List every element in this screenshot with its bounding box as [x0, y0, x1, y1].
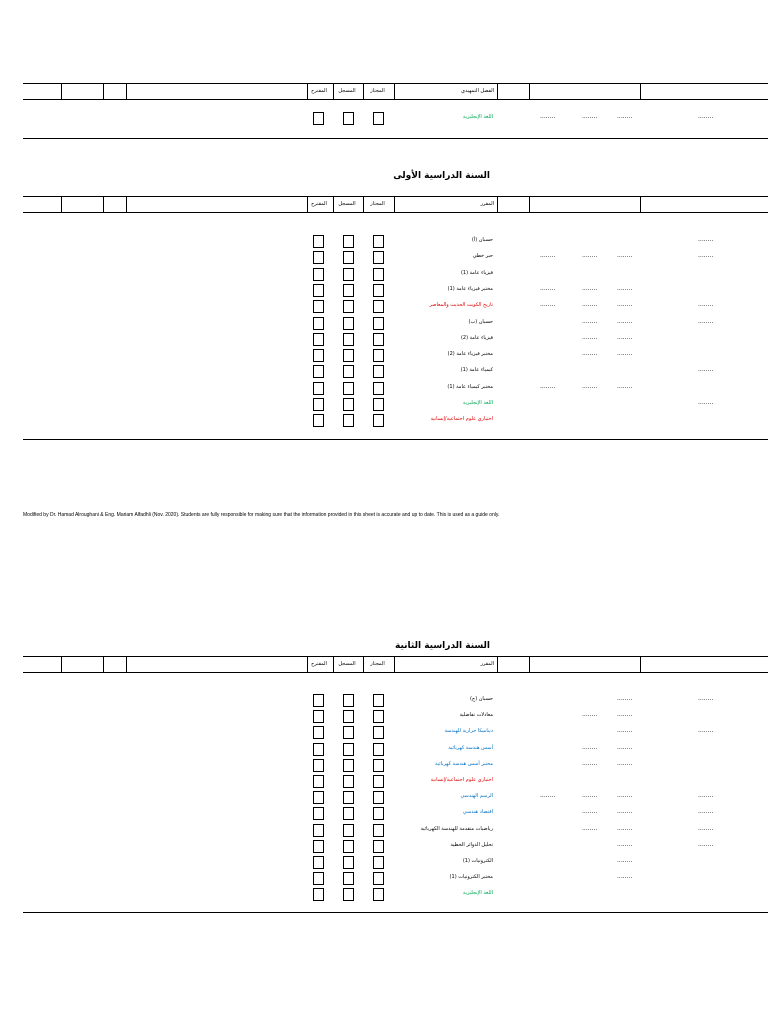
- header-suggested: المقترح: [311, 201, 327, 207]
- header-course: الفصل التمهيدي: [461, 88, 494, 94]
- prerequisite-placeholder: ........: [617, 695, 633, 702]
- checkbox-suggested[interactable]: [313, 759, 324, 772]
- checkbox-suggested[interactable]: [313, 251, 324, 264]
- column-divider: [61, 197, 62, 212]
- checkbox-suggested[interactable]: [313, 824, 324, 837]
- course-name: حسبان (ج): [470, 696, 493, 702]
- column-divider: [529, 84, 530, 99]
- prerequisite-placeholder: ........: [582, 301, 598, 309]
- column-divider: [529, 197, 530, 212]
- checkbox-passed[interactable]: [373, 284, 384, 297]
- column-divider: [497, 197, 498, 212]
- column-divider: [394, 657, 395, 672]
- checkbox-passed[interactable]: [373, 791, 384, 804]
- course-name: مختبر فيزياء عامة (2): [447, 351, 493, 358]
- course-name: فيزياء عامة (1): [460, 269, 493, 276]
- prerequisite-placeholder: ........: [698, 317, 714, 325]
- course-name: مختبر كيمياء عامة (1): [447, 383, 493, 390]
- prerequisite-placeholder: ........: [617, 840, 633, 848]
- prerequisite-placeholder: ........: [540, 284, 556, 292]
- prerequisite-placeholder: ........: [617, 711, 633, 719]
- column-divider: [497, 657, 498, 672]
- checkbox-registered[interactable]: [343, 268, 354, 281]
- prerequisite-placeholder: ........: [698, 808, 714, 816]
- checkbox-passed[interactable]: [373, 300, 384, 313]
- checkbox-suggested[interactable]: [313, 743, 324, 756]
- prerequisite-placeholder: ........: [698, 840, 714, 848]
- checkbox-passed[interactable]: [373, 251, 384, 264]
- course-name: مختبر الكترونيات (1): [449, 874, 493, 881]
- header-passed: المجتاز: [370, 661, 385, 667]
- checkbox-registered[interactable]: [343, 414, 354, 427]
- checkbox-registered[interactable]: [343, 759, 354, 772]
- course-name: الرسم الهندسي: [460, 793, 493, 800]
- header-passed: المجتاز: [370, 88, 385, 94]
- section-divider: [23, 912, 768, 913]
- header-registered: المسجل: [338, 661, 356, 667]
- checkbox-registered[interactable]: [343, 300, 354, 313]
- checkbox-registered[interactable]: [343, 824, 354, 837]
- checkbox-registered[interactable]: [343, 791, 354, 804]
- course-name: اللغة الإنجليزية: [462, 890, 493, 897]
- header-suggested: المقترح: [311, 88, 327, 94]
- course-name: أسس هندسة كهربائية: [448, 744, 493, 751]
- prerequisite-placeholder: ........: [617, 333, 633, 341]
- prerequisite-placeholder: ........: [582, 743, 598, 751]
- checkbox-suggested[interactable]: [313, 840, 324, 853]
- checkbox-suggested[interactable]: [313, 791, 324, 804]
- checkbox-suggested[interactable]: [313, 235, 324, 248]
- column-divider: [61, 84, 62, 99]
- course-name: تاريخ الكويت الحديث والمعاصر: [429, 302, 493, 309]
- checkbox-registered[interactable]: [343, 398, 354, 411]
- prerequisite-placeholder: ........: [698, 792, 714, 800]
- checkbox-suggested[interactable]: [313, 112, 324, 125]
- checkbox-passed[interactable]: [373, 743, 384, 756]
- table-header-row: [23, 83, 768, 100]
- prerequisite-placeholder: ........: [582, 711, 598, 719]
- header-course: المقرر: [480, 201, 494, 207]
- checkbox-registered[interactable]: [343, 856, 354, 869]
- prerequisite-placeholder: ........: [617, 824, 633, 832]
- prerequisite-placeholder: ........: [582, 252, 598, 260]
- prerequisite-placeholder: ........: [698, 399, 714, 406]
- checkbox-passed[interactable]: [373, 872, 384, 885]
- prerequisite-placeholder: ........: [698, 366, 714, 374]
- table-header-row: [23, 656, 768, 673]
- header-suggested: المقترح: [311, 661, 327, 667]
- table-header-row: [23, 196, 768, 213]
- header-registered: المسجل: [338, 201, 356, 207]
- column-divider: [126, 657, 127, 672]
- prerequisite-placeholder: ........: [582, 759, 598, 767]
- prerequisite-placeholder: ........: [698, 113, 714, 120]
- checkbox-passed[interactable]: [373, 840, 384, 853]
- course-name: اللغة الإنجليزية: [462, 114, 493, 120]
- prerequisite-placeholder: ........: [540, 252, 556, 260]
- section-divider: [23, 439, 768, 440]
- prerequisite-placeholder: ........: [540, 382, 556, 390]
- course-name: اقتصاد هندسي: [462, 809, 493, 816]
- checkbox-suggested[interactable]: [313, 856, 324, 869]
- checkbox-suggested[interactable]: [313, 710, 324, 723]
- column-divider: [103, 657, 104, 672]
- column-divider: [103, 197, 104, 212]
- prerequisite-placeholder: ........: [698, 301, 714, 309]
- column-divider: [640, 197, 641, 212]
- checkbox-registered[interactable]: [343, 743, 354, 756]
- checkbox-registered[interactable]: [343, 840, 354, 853]
- checkbox-passed[interactable]: [373, 268, 384, 281]
- checkbox-suggested[interactable]: [313, 888, 324, 901]
- checkbox-registered[interactable]: [343, 333, 354, 346]
- prerequisite-placeholder: ........: [582, 382, 598, 390]
- checkbox-suggested[interactable]: [313, 414, 324, 427]
- prerequisite-placeholder: ........: [698, 727, 714, 735]
- header-passed: المجتاز: [370, 201, 385, 207]
- checkbox-suggested[interactable]: [313, 317, 324, 330]
- checkbox-suggested[interactable]: [313, 872, 324, 885]
- prerequisite-placeholder: ........: [698, 695, 714, 702]
- course-name: حسبان (ب): [468, 318, 493, 325]
- prerequisite-placeholder: ........: [617, 317, 633, 325]
- checkbox-passed[interactable]: [373, 888, 384, 901]
- prerequisite-placeholder: ........: [617, 743, 633, 751]
- course-name: ديناميكا حرارية للهندسة: [444, 728, 493, 735]
- checkbox-passed[interactable]: [373, 694, 384, 707]
- checkbox-registered[interactable]: [343, 349, 354, 362]
- course-name: مختبر فيزياء عامة (1): [447, 285, 493, 292]
- course-name: تحليل الدوائر الخطية: [450, 841, 493, 848]
- course-name: فيزياء عامة (2): [460, 334, 493, 341]
- prerequisite-placeholder: ........: [617, 873, 633, 881]
- prerequisite-placeholder: ........: [582, 824, 598, 832]
- column-divider: [497, 84, 498, 99]
- checkbox-suggested[interactable]: [313, 382, 324, 395]
- checkbox-registered[interactable]: [343, 317, 354, 330]
- checkbox-registered[interactable]: [343, 365, 354, 378]
- checkbox-passed[interactable]: [373, 235, 384, 248]
- checkbox-suggested[interactable]: [313, 398, 324, 411]
- course-name: حبر خطي: [472, 253, 493, 260]
- section-divider: [23, 138, 768, 139]
- checkbox-registered[interactable]: [343, 775, 354, 788]
- checkbox-suggested[interactable]: [313, 268, 324, 281]
- checkbox-registered[interactable]: [343, 251, 354, 264]
- prerequisite-placeholder: ........: [617, 808, 633, 816]
- prerequisite-placeholder: ........: [617, 350, 633, 358]
- checkbox-registered[interactable]: [343, 112, 354, 125]
- prerequisite-placeholder: ........: [540, 113, 556, 120]
- column-divider: [103, 84, 104, 99]
- course-name: اللغة الإنجليزية: [462, 400, 493, 406]
- prerequisite-placeholder: ........: [698, 824, 714, 832]
- column-divider: [126, 84, 127, 99]
- checkbox-registered[interactable]: [343, 872, 354, 885]
- checkbox-passed[interactable]: [373, 317, 384, 330]
- prerequisite-placeholder: ........: [617, 301, 633, 309]
- course-name: رياضيات متقدمة للهندسة الكهربائية: [420, 825, 493, 832]
- column-divider: [394, 84, 395, 99]
- checkbox-suggested[interactable]: [313, 775, 324, 788]
- prerequisite-placeholder: ........: [617, 759, 633, 767]
- prerequisite-placeholder: ........: [617, 857, 633, 864]
- course-name: الكترونيات (1): [462, 858, 493, 864]
- checkbox-passed[interactable]: [373, 398, 384, 411]
- section-title: السنة الدراسية الثانية: [395, 641, 490, 651]
- prerequisite-placeholder: ........: [582, 317, 598, 325]
- checkbox-registered[interactable]: [343, 807, 354, 820]
- prerequisite-placeholder: ........: [617, 382, 633, 390]
- header-course: المقرر: [480, 661, 494, 667]
- checkbox-registered[interactable]: [343, 382, 354, 395]
- checkbox-registered[interactable]: [343, 888, 354, 901]
- prerequisite-placeholder: ........: [617, 252, 633, 260]
- prerequisite-placeholder: ........: [698, 252, 714, 260]
- checkbox-suggested[interactable]: [313, 333, 324, 346]
- checkbox-passed[interactable]: [373, 414, 384, 427]
- checkbox-passed[interactable]: [373, 349, 384, 362]
- checkbox-passed[interactable]: [373, 382, 384, 395]
- prerequisite-placeholder: ........: [617, 792, 633, 800]
- course-name: معادلات تفاضلية: [459, 712, 493, 719]
- prerequisite-placeholder: ........: [582, 284, 598, 292]
- checkbox-registered[interactable]: [343, 726, 354, 739]
- header-registered: المسجل: [338, 88, 356, 94]
- column-divider: [640, 84, 641, 99]
- checkbox-passed[interactable]: [373, 856, 384, 869]
- checkbox-suggested[interactable]: [313, 300, 324, 313]
- checkbox-suggested[interactable]: [313, 349, 324, 362]
- checkbox-passed[interactable]: [373, 112, 384, 125]
- course-name: حسبان (أ): [471, 237, 493, 243]
- checkbox-passed[interactable]: [373, 824, 384, 837]
- course-name: اختياري علوم اجتماعية/إنسانية: [430, 777, 493, 783]
- prerequisite-placeholder: ........: [698, 236, 714, 243]
- checkbox-suggested[interactable]: [313, 365, 324, 378]
- checkbox-passed[interactable]: [373, 365, 384, 378]
- prerequisite-placeholder: ........: [540, 301, 556, 309]
- checkbox-suggested[interactable]: [313, 284, 324, 297]
- checkbox-passed[interactable]: [373, 710, 384, 723]
- checkbox-passed[interactable]: [373, 759, 384, 772]
- column-divider: [126, 197, 127, 212]
- prerequisite-placeholder: ........: [617, 284, 633, 292]
- checkbox-passed[interactable]: [373, 775, 384, 788]
- prerequisite-placeholder: ........: [582, 113, 598, 120]
- checkbox-passed[interactable]: [373, 807, 384, 820]
- column-divider: [394, 197, 395, 212]
- checkbox-suggested[interactable]: [313, 726, 324, 739]
- checkbox-registered[interactable]: [343, 284, 354, 297]
- checkbox-suggested[interactable]: [313, 807, 324, 820]
- prerequisite-placeholder: ........: [582, 808, 598, 816]
- prerequisite-placeholder: ........: [617, 113, 633, 120]
- prerequisite-placeholder: ........: [582, 333, 598, 341]
- checkbox-registered[interactable]: [343, 694, 354, 707]
- prerequisite-placeholder: ........: [617, 727, 633, 735]
- course-name: مختبر أسس هندسة كهربائية: [435, 760, 493, 767]
- section-title: السنة الدراسية الأولى: [393, 171, 490, 181]
- checkbox-registered[interactable]: [343, 710, 354, 723]
- checkbox-passed[interactable]: [373, 333, 384, 346]
- checkbox-passed[interactable]: [373, 726, 384, 739]
- checkbox-registered[interactable]: [343, 235, 354, 248]
- column-divider: [640, 657, 641, 672]
- prerequisite-placeholder: ........: [582, 792, 598, 800]
- disclaimer-footnote: Modified by Dr. Hamad Alroughani & Eng. Mariam Alfadhli (Nov. 2020). Students are fully responsible for making sure that the information provided in this sheet is accurate and up to date. This is used as a guide only.: [23, 512, 500, 518]
- prerequisite-placeholder: ........: [540, 792, 556, 800]
- column-divider: [529, 657, 530, 672]
- checkbox-suggested[interactable]: [313, 694, 324, 707]
- column-divider: [61, 657, 62, 672]
- course-name: كيمياء عامة (1): [460, 367, 493, 374]
- prerequisite-placeholder: ........: [582, 350, 598, 358]
- course-name: اختياري علوم اجتماعية/إنسانية: [430, 416, 493, 423]
